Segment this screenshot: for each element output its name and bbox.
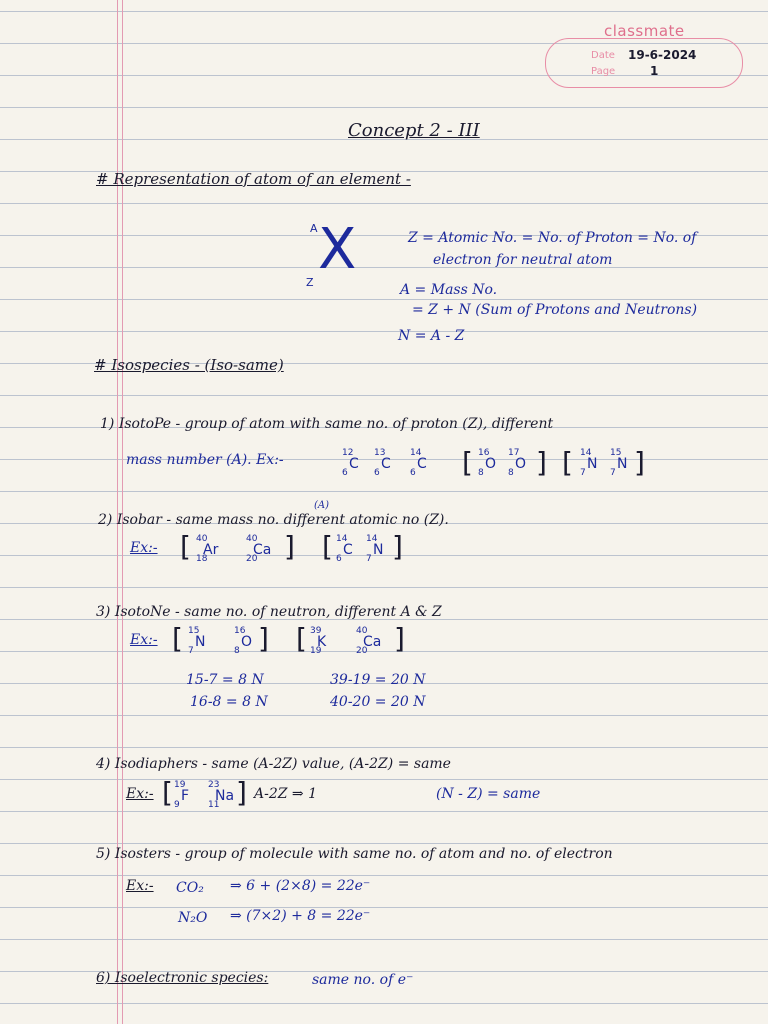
isotone-example-label: Ex:- [130,632,158,648]
bracket: ] [394,622,405,655]
isotope-line2: mass number (A). Ex:- [126,452,284,468]
definition-line: N = A - Z [398,328,465,344]
bracket: [ [162,776,173,809]
bracket: [ [562,446,573,479]
bracket: [ [172,622,183,655]
date-page-box [545,38,743,88]
isosters-n2o-calc: ⇒ (7×2) + 8 = 22e⁻ [230,908,371,924]
bracket: ] [536,446,547,479]
definition-line: Z = Atomic No. = No. of Proton = No. of [408,230,697,246]
brand-logo: classmate [604,22,685,40]
isotone-calc: 39-19 = 20 N [330,672,426,688]
isosters-example-label: Ex:- [126,878,154,894]
date-label: Date [591,50,615,61]
isosters-n2o: N₂O [178,910,208,926]
page-label: Page [591,66,616,77]
bracket: ] [258,622,269,655]
bracket: ] [236,776,247,809]
isoelectronic-desc: same no. of e⁻ [312,972,414,988]
isobar-example-label: Ex:- [130,540,158,556]
isobar-annotation: (A) [314,500,330,511]
definition-line: A = Mass No. [400,282,498,298]
isotone-calc: 15-7 = 8 N [186,672,264,688]
section-heading-isospecies: # Isospecies - (Iso-same) [94,356,284,374]
isosters-co2: CO₂ [176,880,204,896]
bracket: [ [322,530,333,563]
section-heading-representation: # Representation of atom of an element - [96,170,411,188]
bracket: ] [634,446,645,479]
page-title: Concept 2 - III [348,120,480,141]
isoelectronic-title: 6) Isoelectronic species: [96,970,269,986]
isosters-title: 5) Isosters - group of molecule with same no. of atom and no. of electron [96,846,613,862]
isotope-title: 1) IsotoPe - group of atom with same no. of proton (Z), different [100,416,554,432]
atomic-number-label: Z [306,276,314,289]
isodiaphers-title: 4) Isodiaphers - same (A-2Z) value, (A-2Z) = same [96,756,451,772]
isosters-co2-calc: ⇒ 6 + (2×8) = 22e⁻ [230,878,371,894]
isotone-calc: 16-8 = 8 N [190,694,268,710]
isotone-title: 3) IsotoNe - same no. of neutron, different A & Z [96,604,442,620]
page-value: 1 [650,64,659,78]
date-value: 19-6-2024 [628,48,697,62]
mass-number-label: A [310,222,318,235]
bracket: [ [296,622,307,655]
isotone-calc: 40-20 = 20 N [330,694,426,710]
isodiaphers-example-label: Ex:- [126,786,154,802]
isodiaphers-result: A-2Z ⇒ 1 [254,786,318,802]
definition-line: = Z + N (Sum of Protons and Neutrons) [412,302,698,318]
isodiaphers-note: (N - Z) = same [436,786,541,802]
bracket: ] [284,530,295,563]
isobar-title: 2) Isobar - same mass no. different atomic no (Z). [98,512,449,528]
bracket: [ [180,530,191,563]
bracket: [ [462,446,473,479]
atom-symbol: X [318,217,357,282]
bracket: ] [392,530,403,563]
definition-line: electron for neutral atom [433,252,613,268]
notebook-page: classmate Date 19-6-2024 Page 1 Concept 2 - III # Representation of atom of an element - X A Z Z = Atomic No. = No. of Proton = No. of electron for neutral atom A = Mass No. = Z + N (Sum of Protons and Neutrons) N = A - Z # Isospecies - (Iso-same) 1) IsotoPe - group of atom with same no. of proton (Z), different mass number (A). Ex:- 12 6 C 13 6 C 14 6 C [ 16 8 O 17 8 O ] [ 14 7 N 15 7 N ] (A) 2) Isobar - same mass no. different atomic no (Z). Ex:- [ 40 18 Ar 40 20 Ca ] [ 14 6 C 14 7 N ] 3) IsotoNe - same no. of neutron, different A & Z Ex:- [ 15 7 N 16 8 O ] [ 39 19 K 40 20 Ca ] 15-7 = 8 N 39-19 = 20 N 16-8 = 8 N 40-20 = 20 N 4) Isodiaphers - same (A-2Z) value, (A-2Z) = same Ex:- [ 19 9 F 23 11 Na ] A-2Z ⇒ 1 (N - Z) = same 5) Isosters - group of molecule with same no. of atom and no. of electron Ex:- CO₂ ⇒ 6 + (2×8) = 22e⁻ N₂O ⇒ (7×2) + 8 = 22e⁻ 6) Isoelectronic species: same no. of e⁻ [0,0,768,1024]
